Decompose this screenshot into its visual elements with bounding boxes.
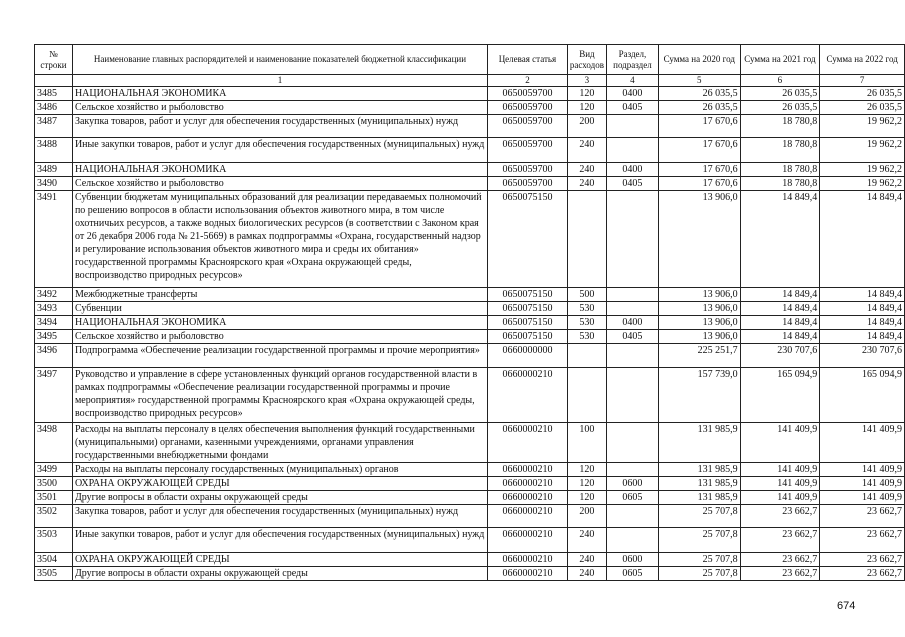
table-row <box>35 115 905 138</box>
table-cell-target: 0650075150 <box>488 330 568 344</box>
table-cell-sum-2020: 17 670,6 <box>658 115 740 138</box>
table-cell-sum-2021: 23 662,7 <box>740 528 820 553</box>
col-index <box>35 75 73 87</box>
table-row <box>35 177 905 191</box>
table-cell-name: Руководство и управление в сфере установленных функций органов государственной власти в рамках подпрограммы «Обеспечение реализации государственной программы и прочие мероприятия» государственной программы Красноярского края «Охрана окружающей среды, воспроизводство природных ресурсов» <box>72 368 487 423</box>
table-cell-sum-2021: 230 707,6 <box>740 344 820 368</box>
table-cell-kind: 120 <box>567 87 606 101</box>
table-cell-row-number: 3489 <box>35 163 73 177</box>
column-index-row <box>35 75 905 87</box>
table-cell-sum-2020: 25 707,8 <box>658 528 740 553</box>
table-cell-name: НАЦИОНАЛЬНАЯ ЭКОНОМИКА <box>72 87 487 101</box>
table-cell-section: 0600 <box>606 477 658 491</box>
table-cell-sum-2022: 141 409,9 <box>820 491 905 505</box>
table-cell-kind: 240 <box>567 553 606 567</box>
table-cell-sum-2022: 14 849,4 <box>820 330 905 344</box>
table-cell-sum-2021: 14 849,4 <box>740 191 820 288</box>
table-row <box>35 528 905 553</box>
table-cell-sum-2020: 17 670,6 <box>658 138 740 163</box>
col-index: 3 <box>567 75 606 87</box>
table-cell-sum-2021: 18 780,8 <box>740 138 820 163</box>
table-cell-kind: 120 <box>567 477 606 491</box>
table-cell-sum-2020: 131 985,9 <box>658 491 740 505</box>
table-cell-sum-2022: 23 662,7 <box>820 505 905 528</box>
table-cell-sum-2022: 14 849,4 <box>820 302 905 316</box>
table-cell-sum-2021: 14 849,4 <box>740 288 820 302</box>
table-cell-name: Межбюджетные трансферты <box>72 288 487 302</box>
table-cell-section: 0605 <box>606 491 658 505</box>
table-cell-target: 0660000210 <box>488 463 568 477</box>
col-header-target: Целевая статья <box>488 45 568 75</box>
table-row <box>35 191 905 288</box>
table-cell-row-number: 3496 <box>35 344 73 368</box>
table-cell-name: Расходы на выплаты персоналу государственных (муниципальных) органов <box>72 463 487 477</box>
table-cell-sum-2021: 141 409,9 <box>740 463 820 477</box>
table-cell-section <box>606 463 658 477</box>
table-cell-sum-2021: 23 662,7 <box>740 567 820 581</box>
table-cell-sum-2021: 23 662,7 <box>740 553 820 567</box>
table-cell-name: Сельское хозяйство и рыболовство <box>72 330 487 344</box>
table-cell-sum-2021: 18 780,8 <box>740 177 820 191</box>
col-header-2020: Сумма на 2020 год <box>658 45 740 75</box>
table-cell-sum-2021: 141 409,9 <box>740 477 820 491</box>
table-cell-kind: 200 <box>567 115 606 138</box>
table-cell-row-number: 3485 <box>35 87 73 101</box>
table-cell-target: 0660000210 <box>488 423 568 463</box>
table-cell-sum-2021: 26 035,5 <box>740 101 820 115</box>
table-cell-sum-2021: 14 849,4 <box>740 330 820 344</box>
table-cell-sum-2022: 141 409,9 <box>820 423 905 463</box>
col-header-2022: Сумма на 2022 год <box>820 45 905 75</box>
table-cell-target: 0660000210 <box>488 505 568 528</box>
table-cell-sum-2022: 14 849,4 <box>820 316 905 330</box>
table-cell-kind: 500 <box>567 288 606 302</box>
table-cell-section: 0605 <box>606 567 658 581</box>
table-row <box>35 288 905 302</box>
table-cell-target: 0660000210 <box>488 553 568 567</box>
table-row <box>35 302 905 316</box>
table-cell-row-number: 3495 <box>35 330 73 344</box>
table-cell-sum-2021: 26 035,5 <box>740 87 820 101</box>
table-cell-target: 0660000210 <box>488 477 568 491</box>
table-cell-sum-2022: 26 035,5 <box>820 101 905 115</box>
table-cell-row-number: 3490 <box>35 177 73 191</box>
table-cell-sum-2020: 131 985,9 <box>658 463 740 477</box>
table-cell-section: 0405 <box>606 330 658 344</box>
table-cell-name: Другие вопросы в области охраны окружающей среды <box>72 491 487 505</box>
table-row <box>35 101 905 115</box>
col-index: 6 <box>740 75 820 87</box>
table-cell-name: Расходы на выплаты персоналу в целях обеспечения выполнения функций государственными (муниципальными) органами, казенными учреждениями, органами управления государственными внебюджетными фондами <box>72 423 487 463</box>
table-cell-sum-2022: 141 409,9 <box>820 477 905 491</box>
table-cell-sum-2020: 17 670,6 <box>658 163 740 177</box>
table-cell-sum-2022: 19 962,2 <box>820 115 905 138</box>
table-cell-name: Иные закупки товаров, работ и услуг для обеспечения государственных (муниципальных) нужд <box>72 528 487 553</box>
table-cell-target: 0660000000 <box>488 344 568 368</box>
table-cell-sum-2020: 131 985,9 <box>658 423 740 463</box>
table-cell-sum-2022: 141 409,9 <box>820 463 905 477</box>
table-cell-sum-2022: 19 962,2 <box>820 163 905 177</box>
table-cell-kind: 120 <box>567 463 606 477</box>
table-cell-section <box>606 505 658 528</box>
table-cell-section <box>606 191 658 288</box>
table-row <box>35 477 905 491</box>
table-cell-sum-2020: 13 906,0 <box>658 330 740 344</box>
table-cell-kind: 530 <box>567 316 606 330</box>
table-cell-target: 0650059700 <box>488 115 568 138</box>
col-index: 1 <box>72 75 487 87</box>
table-cell-sum-2022: 23 662,7 <box>820 567 905 581</box>
table-cell-sum-2021: 18 780,8 <box>740 163 820 177</box>
table-cell-sum-2020: 26 035,5 <box>658 101 740 115</box>
table-cell-sum-2021: 23 662,7 <box>740 505 820 528</box>
table-cell-name: ОХРАНА ОКРУЖАЮЩЕЙ СРЕДЫ <box>72 477 487 491</box>
table-cell-name: Иные закупки товаров, работ и услуг для обеспечения государственных (муниципальных) нужд <box>72 138 487 163</box>
table-cell-row-number: 3497 <box>35 368 73 423</box>
table-cell-target: 0650075150 <box>488 191 568 288</box>
table-cell-name: НАЦИОНАЛЬНАЯ ЭКОНОМИКА <box>72 163 487 177</box>
col-index: 7 <box>820 75 905 87</box>
table-cell-sum-2020: 25 707,8 <box>658 505 740 528</box>
table-cell-target: 0650059700 <box>488 101 568 115</box>
table-cell-row-number: 3503 <box>35 528 73 553</box>
table-cell-section <box>606 423 658 463</box>
table-cell-section: 0405 <box>606 177 658 191</box>
col-index: 2 <box>488 75 568 87</box>
table-cell-sum-2020: 25 707,8 <box>658 553 740 567</box>
table-cell-row-number: 3499 <box>35 463 73 477</box>
table-cell-sum-2020: 13 906,0 <box>658 302 740 316</box>
table-cell-sum-2022: 14 849,4 <box>820 191 905 288</box>
col-index: 4 <box>606 75 658 87</box>
table-cell-sum-2021: 165 094,9 <box>740 368 820 423</box>
table-cell-sum-2020: 131 985,9 <box>658 477 740 491</box>
table-cell-kind: 120 <box>567 491 606 505</box>
table-cell-kind: 240 <box>567 163 606 177</box>
table-row <box>35 316 905 330</box>
table-cell-target: 0660000210 <box>488 528 568 553</box>
table-cell-sum-2020: 13 906,0 <box>658 191 740 288</box>
table-cell-row-number: 3505 <box>35 567 73 581</box>
col-header-2021: Сумма на 2021 год <box>740 45 820 75</box>
table-row <box>35 567 905 581</box>
table-cell-target: 0650059700 <box>488 163 568 177</box>
table-cell-sum-2020: 26 035,5 <box>658 87 740 101</box>
table-cell-section: 0600 <box>606 553 658 567</box>
table-row <box>35 553 905 567</box>
col-header-name: Наименование главных распорядителей и наименование показателей бюджетной классификации <box>72 45 487 75</box>
table-cell-name: Субвенции <box>72 302 487 316</box>
table-cell-kind <box>567 344 606 368</box>
table-cell-section: 0405 <box>606 101 658 115</box>
col-index: 5 <box>658 75 740 87</box>
table-cell-row-number: 3488 <box>35 138 73 163</box>
table-cell-sum-2022: 165 094,9 <box>820 368 905 423</box>
table-row <box>35 423 905 463</box>
budget-table <box>34 44 905 581</box>
table-cell-kind <box>567 368 606 423</box>
table-cell-sum-2022: 230 707,6 <box>820 344 905 368</box>
table-cell-target: 0660000210 <box>488 491 568 505</box>
table-cell-target: 0650075150 <box>488 302 568 316</box>
table-cell-kind: 530 <box>567 302 606 316</box>
table-cell-section <box>606 368 658 423</box>
table-row <box>35 505 905 528</box>
table-cell-name: Субвенции бюджетам муниципальных образований для реализации передаваемых полномочий по решению вопросов в области использования объектов животного мира, в том числе охотничьих ресурсов, а также водных биологических ресурсов (в соответствии с Законом края от 26 декабря 2006 года № 21-5669) в рамках подпрограммы «Охрана, государственный надзор и регулирование использования объектов животного мира и среды их обитания» государственной программы Красноярского края «Охрана окружающей среды, воспроизводство природных ресурсов» <box>72 191 487 288</box>
table-cell-kind: 200 <box>567 505 606 528</box>
table-body <box>35 87 905 581</box>
table-cell-row-number: 3502 <box>35 505 73 528</box>
table-cell-row-number: 3498 <box>35 423 73 463</box>
table-cell-target: 0650075150 <box>488 288 568 302</box>
col-header-kind: Вид расходов <box>567 45 606 75</box>
table-cell-sum-2021: 14 849,4 <box>740 316 820 330</box>
table-cell-target: 0650075150 <box>488 316 568 330</box>
table-cell-target: 0650059700 <box>488 87 568 101</box>
table-row <box>35 491 905 505</box>
table-cell-kind: 530 <box>567 330 606 344</box>
table-cell-row-number: 3492 <box>35 288 73 302</box>
table-cell-kind: 240 <box>567 138 606 163</box>
table-cell-sum-2022: 23 662,7 <box>820 528 905 553</box>
table-cell-sum-2020: 157 739,0 <box>658 368 740 423</box>
table-cell-sum-2022: 19 962,2 <box>820 177 905 191</box>
table-cell-sum-2020: 225 251,7 <box>658 344 740 368</box>
header-row <box>35 45 905 75</box>
table-cell-section: 0400 <box>606 316 658 330</box>
table-cell-sum-2020: 13 906,0 <box>658 288 740 302</box>
table-cell-sum-2022: 26 035,5 <box>820 87 905 101</box>
table-cell-section <box>606 302 658 316</box>
table-cell-target: 0660000210 <box>488 368 568 423</box>
table-cell-kind <box>567 191 606 288</box>
table-cell-row-number: 3501 <box>35 491 73 505</box>
table-cell-sum-2021: 141 409,9 <box>740 423 820 463</box>
table-cell-section <box>606 138 658 163</box>
table-cell-row-number: 3486 <box>35 101 73 115</box>
table-cell-sum-2020: 25 707,8 <box>658 567 740 581</box>
table-cell-target: 0660000210 <box>488 567 568 581</box>
table-row <box>35 463 905 477</box>
table-cell-kind: 120 <box>567 101 606 115</box>
table-cell-row-number: 3491 <box>35 191 73 288</box>
table-cell-sum-2020: 17 670,6 <box>658 177 740 191</box>
table-cell-section: 0400 <box>606 87 658 101</box>
table-cell-sum-2021: 14 849,4 <box>740 302 820 316</box>
table-row <box>35 368 905 423</box>
col-header-section: Раздел, подраздел <box>606 45 658 75</box>
table-cell-target: 0650059700 <box>488 177 568 191</box>
table-cell-section: 0400 <box>606 163 658 177</box>
table-cell-row-number: 3493 <box>35 302 73 316</box>
table-row <box>35 138 905 163</box>
table-cell-sum-2021: 141 409,9 <box>740 491 820 505</box>
table-cell-row-number: 3494 <box>35 316 73 330</box>
table-cell-section <box>606 344 658 368</box>
page-number: 674 <box>837 600 856 612</box>
table-cell-section <box>606 115 658 138</box>
table-cell-kind: 100 <box>567 423 606 463</box>
table-cell-name: Сельское хозяйство и рыболовство <box>72 101 487 115</box>
table-cell-name: Подпрограмма «Обеспечение реализации государственной программы и прочие мероприятия» <box>72 344 487 368</box>
table-cell-name: ОХРАНА ОКРУЖАЮЩЕЙ СРЕДЫ <box>72 553 487 567</box>
table-cell-name: Закупка товаров, работ и услуг для обеспечения государственных (муниципальных) нужд <box>72 115 487 138</box>
table-cell-section <box>606 528 658 553</box>
table-cell-sum-2020: 13 906,0 <box>658 316 740 330</box>
table-row <box>35 330 905 344</box>
table-cell-row-number: 3504 <box>35 553 73 567</box>
table-cell-row-number: 3500 <box>35 477 73 491</box>
table-cell-kind: 240 <box>567 567 606 581</box>
table-cell-sum-2022: 23 662,7 <box>820 553 905 567</box>
table-cell-section <box>606 288 658 302</box>
table-cell-kind: 240 <box>567 177 606 191</box>
table-row <box>35 344 905 368</box>
table-cell-sum-2022: 19 962,2 <box>820 138 905 163</box>
table-cell-name: Закупка товаров, работ и услуг для обеспечения государственных (муниципальных) нужд <box>72 505 487 528</box>
table-cell-row-number: 3487 <box>35 115 73 138</box>
table-cell-target: 0650059700 <box>488 138 568 163</box>
table-cell-kind: 240 <box>567 528 606 553</box>
table-cell-sum-2021: 18 780,8 <box>740 115 820 138</box>
table-cell-name: НАЦИОНАЛЬНАЯ ЭКОНОМИКА <box>72 316 487 330</box>
table-cell-sum-2022: 14 849,4 <box>820 288 905 302</box>
col-header-row-no: № строки <box>35 45 73 75</box>
table-cell-name: Другие вопросы в области охраны окружающей среды <box>72 567 487 581</box>
table-cell-name: Сельское хозяйство и рыболовство <box>72 177 487 191</box>
table-row <box>35 163 905 177</box>
table-row <box>35 87 905 101</box>
